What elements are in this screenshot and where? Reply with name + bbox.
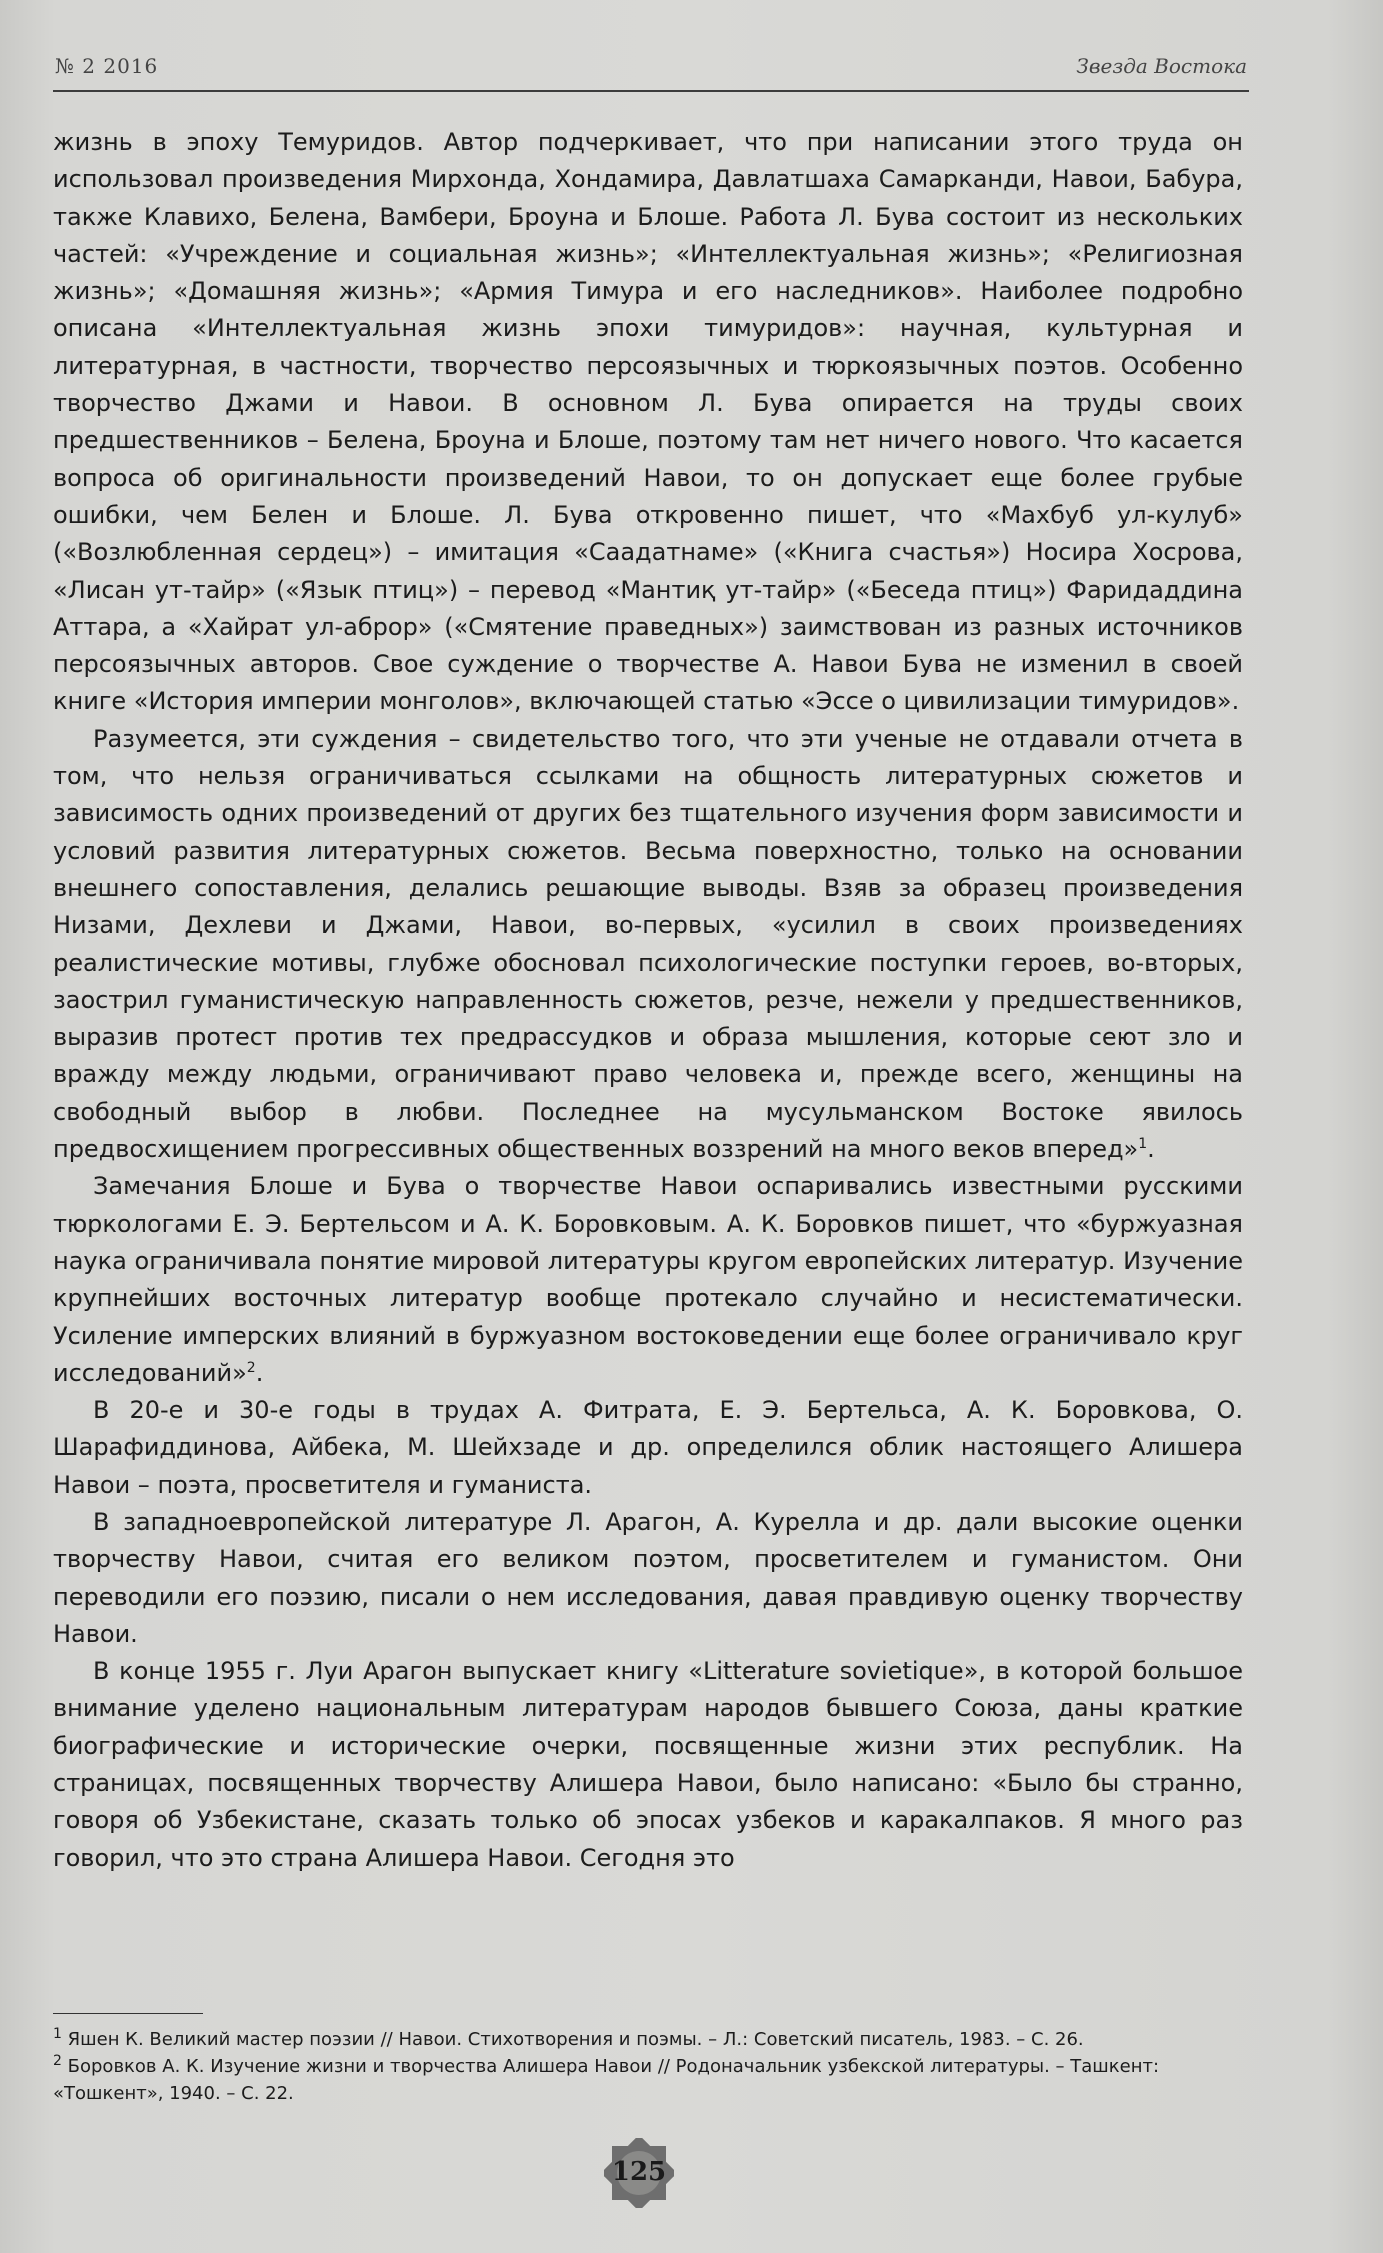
footnote-number: 2	[53, 2053, 62, 2069]
paragraph-text: Разумеется, эти суждения – свидетельство того, что эти ученые не отдавали отчета в том, что нельзя ограничиваться ссылками на общность литературных сюжетов и зависимость одних произведений от других без тщательного изучения форм зависимости и условий развития литературных сюжетов. Весьма поверхностно, только на основании внешнего сопоставления, делались решающие выводы. Взяв за образец произведения Низами, Дехлеви и Джами, Навои, во-первых, «усилил в своих произведениях реалистические мотивы, глубже обосновал психологические поступки героев, во-вторых, заострил гуманистическую направленность сюжетов, резче, нежели у предшественников, выразив протест против тех предрассудков и образа мышления, которые сеют зло и вражду между людьми, ограничивают право человека и, прежде всего, женщины на свободный выбор в любви. Последнее на мусульманском Востоке явилось предвосхищением прогрессивных общественных воззрений на много веков вперед»	[53, 724, 1243, 1164]
footnote-text: Яшен К. Великий мастер поэзии // Навои. Стихотворения и поэмы. – Л.: Советский писатель, 1983. – С. 26.	[61, 2029, 1084, 2050]
paragraph: жизнь в эпоху Темуридов. Автор подчеркивает, что при написании этого труда он использовал произведения Мирхонда, Хондамира, Давлатшаха Самарканди, Навои, Бабура, также Клавихо, Белена, Вамбери, Броуна и Блоше. Работа Л. Бува состоит из нескольких частей: «Учреждение и социальная жизнь»; «Интеллектуальная жизнь»; «Религиозная жизнь»; «Домашняя жизнь»; «Армия Тимура и его наследников». Наиболее подробно описана «Интеллектуальная жизнь эпохи тимуридов»: научная, культурная и литературная, в частности, творчество персоязычных и тюркоязычных поэтов. Особенно творчество Джами и Навои. В основном Л. Бува опирается на труды своих предшественников – Белена, Броуна и Блоше, поэтому там нет ничего нового. Что касается вопроса об оригинальности произведений Навои, то он допускает еще более грубые ошибки, чем Белен и Блоше. Л. Бува откровенно пишет, что «Махбуб ул-кулуб» («Возлюбленная сердец») – имитация «Саадатнаме» («Книга счастья») Носира Хосрова, «Лисан ут-тайр» («Язык птиц») – перевод «Мантиқ ут-тайр» («Беседа птиц») Фаридаддина Аттара, а «Хайрат ул-аброр» («Смятение праведных») заимствован из разных источников персоязычных авторов. Свое суждение о творчестве А. Навои Бува не изменил в своей книге «История империи монголов», включающей статью «Эссе о цивилизации тимуридов».	[53, 128, 1243, 716]
journal-title: Звезда Востока	[1076, 54, 1247, 78]
issue-number: № 2 2016	[55, 54, 159, 78]
footnote-text: Боровков А. К. Изучение жизни и творчества Алишера Навои // Родоначальник узбекской литературы. – Ташкент: «Тошкент», 1940. – С. 22.	[53, 2056, 1160, 2104]
footnote-number: 1	[53, 2026, 62, 2042]
paragraph-text: Замечания Блоше и Бува о творчестве Навои оспаривались известными русскими тюркологами Е. Э. Бертельсом и А. К. Боровковым. А. К. Боровков пишет, что «буржуазная наука ограничивала понятие мировой литературы кругом европейских литератур. Изучение крупнейших восточных литератур вообще протекало случайно и несистематически. Усиление имперских влияний в буржуазном востоковедении еще более ограничивало круг исследований»	[53, 1172, 1243, 1387]
footnote-ref[interactable]: 2	[246, 1359, 256, 1376]
paragraph: В 20-е и 30-е годы в трудах А. Фитрата, Е. Э. Бертельса, А. К. Боровкова, О. Шарафиддинова, Айбека, М. Шейхзаде и др. определился облик настоящего Алишера Навои – поэта, просветителя и гуманиста.	[53, 1396, 1243, 1499]
sentence-end: .	[255, 1358, 264, 1387]
footnote	[53, 2053, 1243, 2107]
footnote-divider	[53, 2013, 203, 2014]
footnote-ref[interactable]: 1	[1138, 1136, 1148, 1153]
article-body	[53, 124, 1243, 1877]
paragraph: В западноевропейской литературе Л. Арагон, А. Курелла и др. дали высокие оценки творчеству Навои, считая его великом поэтом, просветителем и гуманистом. Они переводили его поэзию, писали о нем исследования, давая правдивую оценку творчеству Навои.	[53, 1507, 1243, 1648]
paragraph	[53, 1168, 1243, 1392]
running-header	[53, 50, 1249, 92]
paragraph	[53, 721, 1243, 1169]
sentence-end: .	[1147, 1135, 1155, 1164]
footnotes	[53, 2026, 1243, 2107]
paragraph: В конце 1955 г. Луи Арагон выпускает книгу «Litterature sovietique», в которой большое внимание уделено национальным литературам народов бывшего Союза, даны краткие биографические и исторические очерки, посвященные жизни этих республик. На страницах, посвященных творчеству Алишера Навои, было написано: «Было бы странно, говоря об Узбекистане, сказать только об эпосах узбеков и каракалпаков. Я много раз говорил, что это страна Алишера Навои. Сегодня это	[53, 1657, 1243, 1872]
footnote	[53, 2026, 1243, 2053]
page-number: 125	[611, 2157, 667, 2187]
